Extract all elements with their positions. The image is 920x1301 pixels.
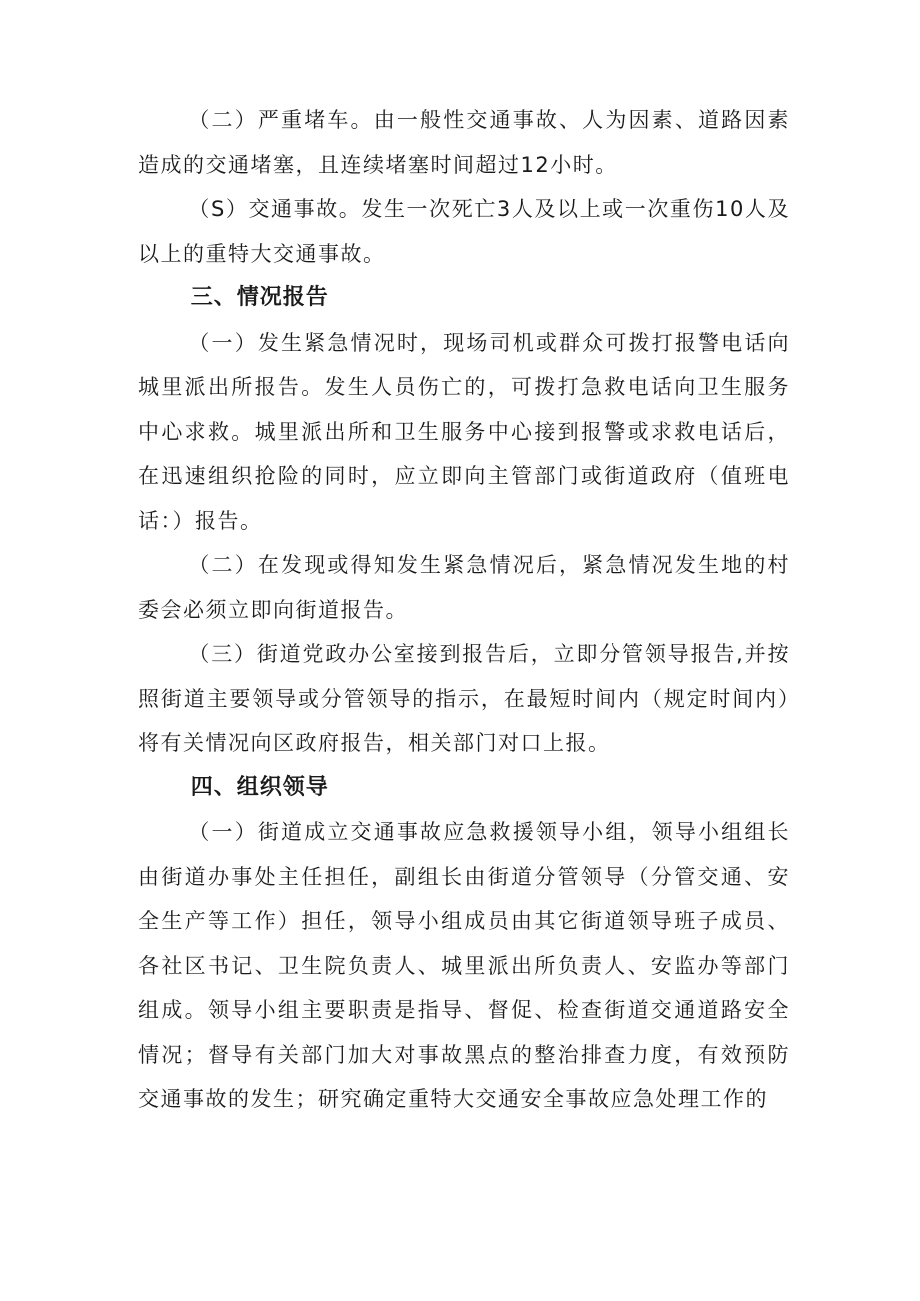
paragraph-leadership-1: （一）街道成立交通事故应急救援领导小组，领导小组组长由街道办事处主任担任，副组长由街道分管领导（分管交通、安全生产等工作）担任，领导小组成员由其它街道领导班子成员、各社区书记、卫生院负责人、城里派出所负责人、安监办等部门组成。领导小组主要职责是指导、督促、检查街道交通道路安全情况；督导有关部门加大对事故黑点的整治排查力度，有效预防交通事故的发生；研究确定重特大交通安全事故应急处理工作的 (138, 820, 790, 1111)
paragraph-report-1: （一）发生紧急情况时，现场司机或群众可拨打报警电话向城里派出所报告。发生人员伤亡的，可拨打急救电话向卫生服务中心求救。城里派出所和卫生服务中心接到报警或求救电话后，在迅速组织抢险的同时，应立即向主管部门或街道政府（值班电话：）报告。 (138, 330, 790, 533)
paragraph-report-3: （三）街道党政办公室接到报告后，立即分管领导报告,并按照街道主要领导或分管领导的指示，在最短时间内（规定时间内）将有关情况向区政府报告，相关部门对口上报。 (138, 642, 790, 755)
document-page (138, 98, 790, 1122)
section-heading-situation-report: 三、情况报告 (190, 285, 329, 310)
paragraph-report-2: （二）在发现或得知发生紧急情况后，紧急情况发生地的村委会必须立即向街道报告。 (138, 553, 790, 622)
paragraph-severe-traffic-jam: （二）严重堵车。由一般性交通事故、人为因素、道路因素造成的交通堵塞，且连续堵塞时间超过12小时。 (138, 108, 790, 177)
section-heading-organization-leadership: 四、组织领导 (190, 774, 329, 800)
paragraph-traffic-accident: （S）交通事故。发生一次死亡3人及以上或一次重伤10人及以上的重特大交通事故。 (138, 197, 790, 266)
